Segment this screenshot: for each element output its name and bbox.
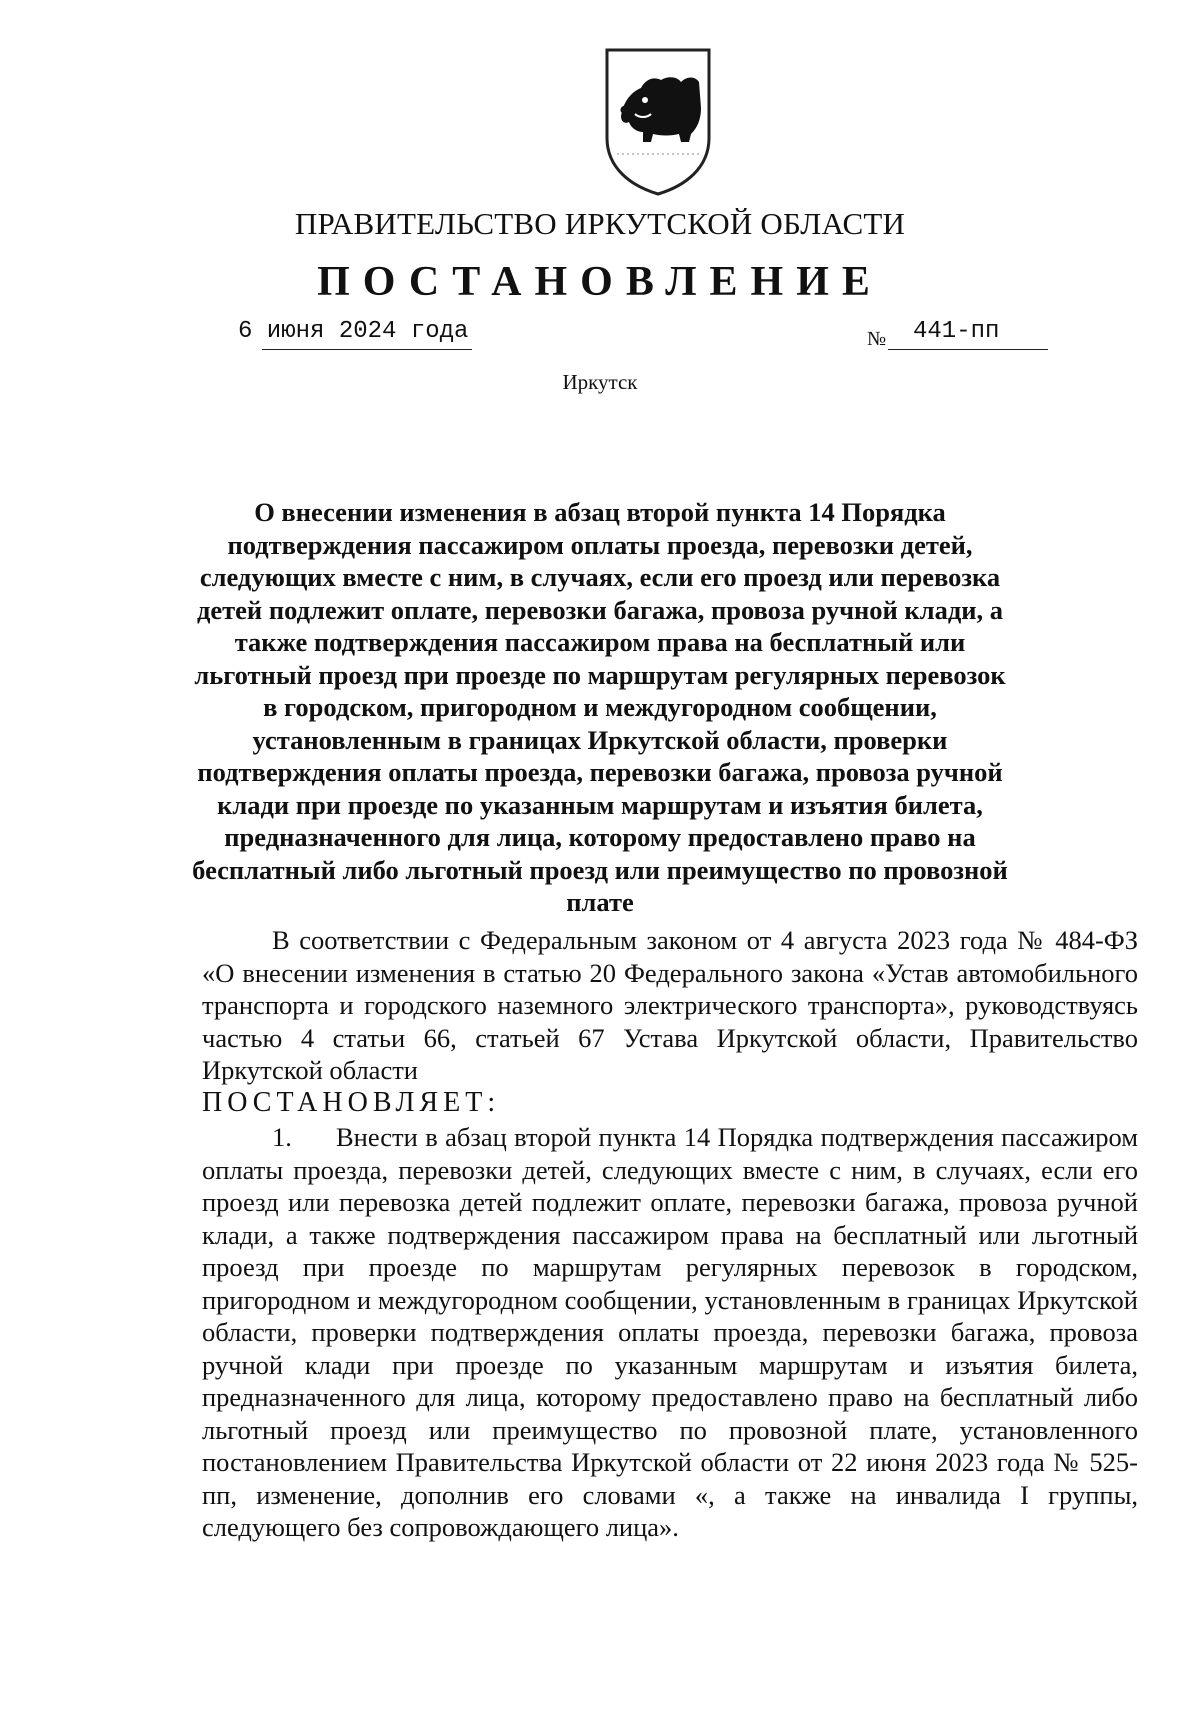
item-text: Внести в абзац второй пункта 14 Порядка подтверждения пассажиром оплаты проезда, перевозки детей, следующих вместе с ним, в случаях, если его проезд или перевозка детей подлежит оплате, перевозки багажа, провоза ручной клади, а также подтверждения пассажиром права на бесплатный или льготный проезд при проезде по маршрутам регулярных перевозок в городском, пригородном и междугородном сообщении, установленным в границах Иркутской области, проверки подтверждения оплаты проезда, перевозки багажа, провоза ручной клади при проезде по указанным маршрутам и изъятия билета, предназначенного для лица, которому предоставлено право на бесплатный либо льготный проезд или преимущество по провозной плате, установленного постановлением Правительства Иркутской области от 22 июня 2023 года № 525-пп, изменение, дополнив его словами «, а также на инвалида I группы, следующего без сопровождающего лица». xyxy=(202,1122,1138,1542)
preamble-paragraph: В соответствии с Федеральным законом от 4 августа 2023 года № 484-ФЗ «О внесении изменения в статью 20 Федерального закона «Устав автомобильного транспорта и городского наземного электрического транспорта», руководствуясь частью 4 статьи 66, статьей 67 Устава Иркутской области, Правительство Иркутской области xyxy=(202,925,1138,1085)
document-title: О внесении изменения в абзац второй пункта 14 Порядка подтверждения пассажиром оплаты проезда, перевозки детей, следующих вместе с ним, в случаях, если его проезд или перевозка детей подлежит оплате, перевозки багажа, провоза ручной клади, а также подтверждения пассажиром права на бесплатный или льготный проезд при проезде по маршрутам регулярных перевозок в городском, пригородном и междугородном сообщении, установленным в границах Иркутской области, проверки подтверждения оплаты проезда, перевозки багажа, провоза ручной клади при проезде по указанным маршрутам и изъятия билета, предназначенного для лица, которому предоставлено право на бесплатный либо льготный проезд или преимущество по провозной плате xyxy=(192,497,1008,917)
document-type: ПОСТАНОВЛЕНИЕ xyxy=(317,259,883,305)
item-paragraph xyxy=(202,1121,1138,1544)
document-number: 441-пп xyxy=(913,318,1000,345)
government-name: ПРАВИТЕЛЬСТВО ИРКУТСКОЙ ОБЛАСТИ xyxy=(294,206,906,241)
item-number: 1. xyxy=(272,1122,292,1152)
document-date: 6 июня 2024 года xyxy=(238,318,469,345)
babr-crest-icon xyxy=(601,46,715,196)
number-underline xyxy=(888,349,1048,350)
date-underline xyxy=(262,349,472,350)
number-sign: № xyxy=(867,328,887,350)
resolves-heading: ПОСТАНОВЛЯЕТ: xyxy=(202,1087,501,1118)
document-city: Иркутск xyxy=(562,370,638,394)
